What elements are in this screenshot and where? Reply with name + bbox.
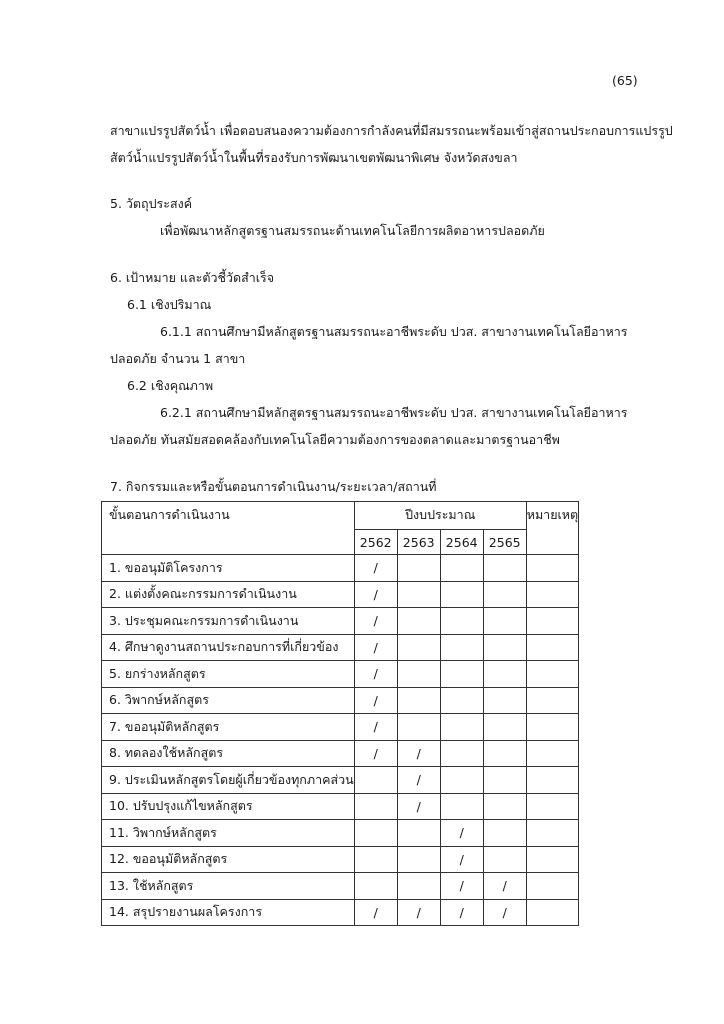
header-step: ขั้นตอนการดำเนินงาน — [102, 502, 355, 555]
year-mark-cell — [354, 793, 397, 820]
note-cell — [526, 767, 578, 794]
header-budget-year: ปีงบประมาณ — [354, 502, 526, 530]
note-cell — [526, 714, 578, 741]
step-cell: 5. ยกร่างหลักสูตร — [102, 661, 355, 688]
page-number: (65) — [612, 73, 638, 88]
item-6-1-1-line-1: 6.1.1 สถานศึกษามีหลักสูตรฐานสมรรถนะอาชีพระดับ ปวส. สาขางานเทคโนโลยีอาหาร — [160, 324, 628, 339]
year-mark-cell — [440, 661, 483, 688]
item-6-2-1-line-1: 6.2.1 สถานศึกษามีหลักสูตรฐานสมรรถนะอาชีพระดับ ปวส. สาขางานเทคโนโลยีอาหาร — [160, 405, 628, 420]
year-mark-cell — [483, 608, 526, 635]
step-cell: 4. ศึกษาดูงานสถานประกอบการที่เกี่ยวข้อง — [102, 634, 355, 661]
year-mark-cell — [354, 820, 397, 847]
table-row — [102, 608, 579, 635]
year-mark-cell — [483, 740, 526, 767]
year-mark-cell — [397, 687, 440, 714]
year-mark-cell — [397, 608, 440, 635]
step-cell: 3. ประชุมคณะกรรมการดำเนินงาน — [102, 608, 355, 635]
table-row — [102, 634, 579, 661]
step-cell: 13. ใช้หลักสูตร — [102, 873, 355, 900]
table-row — [102, 740, 579, 767]
step-cell: 2. แต่งตั้งคณะกรรมการดำเนินงาน — [102, 581, 355, 608]
item-6-1-1-line-2: ปลอดภัย จำนวน 1 สาขา — [110, 351, 246, 366]
note-cell — [526, 820, 578, 847]
note-cell — [526, 661, 578, 688]
year-mark-cell — [440, 714, 483, 741]
note-cell — [526, 581, 578, 608]
note-cell — [526, 555, 578, 582]
step-cell: 1. ขออนุมัติโครงการ — [102, 555, 355, 582]
year-mark-cell: / — [440, 846, 483, 873]
year-mark-cell — [483, 846, 526, 873]
year-mark-cell — [397, 846, 440, 873]
year-mark-cell: / — [440, 873, 483, 900]
year-mark-cell — [397, 581, 440, 608]
year-mark-cell — [483, 793, 526, 820]
year-mark-cell: / — [440, 899, 483, 926]
year-mark-cell — [440, 555, 483, 582]
table-row — [102, 767, 579, 794]
year-mark-cell — [483, 661, 526, 688]
year-mark-cell — [397, 634, 440, 661]
table-row — [102, 873, 579, 900]
section-5-heading: 5. วัตถุประสงค์ — [110, 196, 193, 211]
note-cell — [526, 873, 578, 900]
year-mark-cell — [483, 555, 526, 582]
year-mark-cell — [440, 687, 483, 714]
year-mark-cell: / — [354, 899, 397, 926]
table-row — [102, 687, 579, 714]
objective-text: เพื่อพัฒนาหลักสูตรฐานสมรรถนะด้านเทคโนโลยีการผลิตอาหารปลอดภัย — [160, 223, 545, 238]
step-cell: 8. ทดลองใช้หลักสูตร — [102, 740, 355, 767]
table-row — [102, 793, 579, 820]
item-6-2-1-line-2: ปลอดภัย ทันสมัยสอดคล้องกับเทคโนโลยีความต้องการของตลาดและมาตรฐานอาชีพ — [110, 432, 560, 447]
section-6-1-heading: 6.1 เชิงปริมาณ — [127, 297, 212, 312]
step-cell: 6. วิพากษ์หลักสูตร — [102, 687, 355, 714]
year-mark-cell: / — [397, 793, 440, 820]
year-mark-cell — [483, 714, 526, 741]
note-cell — [526, 740, 578, 767]
step-cell: 9. ประเมินหลักสูตรโดยผู้เกี่ยวข้องทุกภาคส่วน — [102, 767, 355, 794]
year-mark-cell: / — [397, 740, 440, 767]
section-6-2-heading: 6.2 เชิงคุณภาพ — [127, 378, 214, 393]
year-mark-cell — [354, 846, 397, 873]
year-mark-cell — [440, 767, 483, 794]
activity-table — [101, 501, 579, 926]
section-7-heading: 7. กิจกรรมและหรือขั้นตอนการดำเนินงาน/ระยะเวลา/สถานที่ — [110, 479, 437, 494]
note-cell — [526, 634, 578, 661]
table-row — [102, 714, 579, 741]
year-mark-cell — [483, 581, 526, 608]
year-mark-cell — [483, 767, 526, 794]
year-mark-cell — [397, 661, 440, 688]
year-mark-cell — [354, 873, 397, 900]
header-year: 2563 — [397, 530, 440, 555]
year-mark-cell — [397, 873, 440, 900]
year-mark-cell: / — [354, 608, 397, 635]
note-cell — [526, 846, 578, 873]
step-cell: 12. ขออนุมัติหลักสูตร — [102, 846, 355, 873]
table-row — [102, 899, 579, 926]
table-row — [102, 820, 579, 847]
year-mark-cell: / — [483, 899, 526, 926]
year-mark-cell — [397, 714, 440, 741]
year-mark-cell: / — [354, 661, 397, 688]
year-mark-cell — [483, 634, 526, 661]
year-mark-cell: / — [354, 714, 397, 741]
year-mark-cell — [397, 555, 440, 582]
note-cell — [526, 608, 578, 635]
year-mark-cell: / — [397, 899, 440, 926]
year-mark-cell: / — [354, 634, 397, 661]
year-mark-cell: / — [440, 820, 483, 847]
header-year: 2565 — [483, 530, 526, 555]
step-cell: 10. ปรับปรุงแก้ไขหลักสูตร — [102, 793, 355, 820]
step-cell: 14. สรุปรายงานผลโครงการ — [102, 899, 355, 926]
section-6-heading: 6. เป้าหมาย และตัวชี้วัดสำเร็จ — [110, 270, 275, 285]
year-mark-cell — [397, 820, 440, 847]
year-mark-cell — [483, 687, 526, 714]
year-mark-cell: / — [354, 740, 397, 767]
year-mark-cell — [440, 634, 483, 661]
year-mark-cell — [354, 767, 397, 794]
step-cell: 11. วิพากษ์หลักสูตร — [102, 820, 355, 847]
header-note: หมายเหตุ — [526, 502, 578, 555]
year-mark-cell: / — [354, 581, 397, 608]
note-cell — [526, 793, 578, 820]
table-row — [102, 846, 579, 873]
year-mark-cell — [440, 608, 483, 635]
table-row — [102, 555, 579, 582]
table-header-row — [102, 502, 579, 530]
table-row — [102, 661, 579, 688]
year-mark-cell — [483, 820, 526, 847]
year-mark-cell: / — [483, 873, 526, 900]
year-mark-cell: / — [354, 555, 397, 582]
header-year: 2564 — [440, 530, 483, 555]
header-year: 2562 — [354, 530, 397, 555]
year-mark-cell: / — [397, 767, 440, 794]
note-cell — [526, 899, 578, 926]
intro-line-2: สัตว์น้ำแปรรูปสัตว์น้ำในพื้นที่รองรับการพัฒนาเขตพัฒนาพิเศษ จังหวัดสงขลา — [110, 150, 518, 165]
year-mark-cell: / — [354, 687, 397, 714]
step-cell: 7. ขออนุมัติหลักสูตร — [102, 714, 355, 741]
table-row — [102, 581, 579, 608]
intro-line-1: สาขาแปรรูปสัตว์น้ำ เพื่อตอบสนองความต้องการกำลังคนที่มีสมรรถนะพร้อมเข้าสู่สถานประกอบการแปรรูป — [110, 123, 673, 138]
year-mark-cell — [440, 740, 483, 767]
year-mark-cell — [440, 581, 483, 608]
year-mark-cell — [440, 793, 483, 820]
note-cell — [526, 687, 578, 714]
